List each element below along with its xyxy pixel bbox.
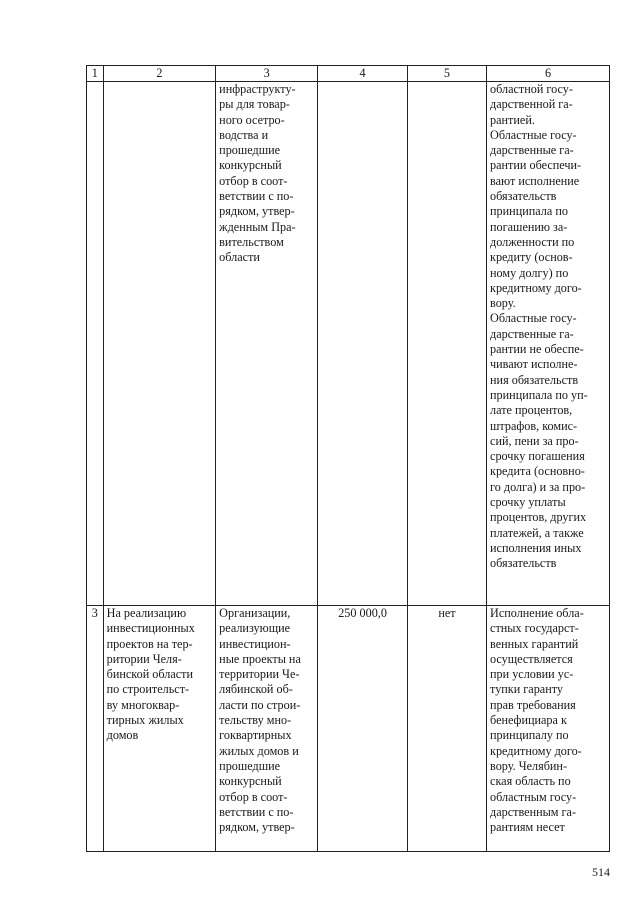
header-col-6: 6	[487, 66, 610, 82]
header-col-2: 2	[103, 66, 216, 82]
table-row	[87, 606, 610, 852]
header-col-1: 1	[87, 66, 104, 82]
row-number: 3	[87, 606, 104, 852]
flag-cell	[407, 82, 486, 606]
amount-cell: 250 000,0	[318, 606, 408, 852]
recipients-cell: инфраструкту- ры для товар- ного осетро- водства и прошедшие конкурсный отбор в соот- ветствии с по- рядком, утвер- жденным Пра- вительством области	[216, 82, 318, 606]
page-number: 514	[592, 865, 610, 879]
header-col-5: 5	[407, 66, 486, 82]
table-row	[87, 82, 610, 606]
header-col-4: 4	[318, 66, 408, 82]
purpose-cell	[103, 82, 216, 606]
guarantee-table	[86, 65, 610, 852]
conditions-cell: областной госу- дарственной га- рантией. Областные госу- дарственные га- рантии обеспечи- вают исполнение обязательств принципала по погашению за- долженности по кредиту (основ- ному долгу) по кредитному дого- вору. Областные госу- дарственные га- рантии не обеспе- чивают исполне- ния обязательств принципала по уп- лате процентов, штрафов, комис- сий, пени за про- срочку погашения кредита (основно- го долга) и за про- срочку уплаты процентов, других платежей, а также исполнения иных обязательств	[487, 82, 610, 606]
row-number	[87, 82, 104, 606]
flag-cell: нет	[407, 606, 486, 852]
header-row	[87, 66, 610, 82]
recipients-cell: Организации, реализующие инвестицион- ные проекты на территории Че- лябинской об- ласти по строи- тельству мно- гоквартирных жилых домов и прошедшие конкурсный отбор в соот- ветствии с по- рядком, утвер-	[216, 606, 318, 852]
amount-cell	[318, 82, 408, 606]
purpose-cell: На реализацию инвестиционных проектов на тер- ритории Челя- бинской области по строительст- ву многоквар- тирных жилых домов	[103, 606, 216, 852]
header-col-3: 3	[216, 66, 318, 82]
conditions-cell: Исполнение обла- стных государст- венных гарантий осуществляется при условии ус- тупки гаранту прав требования бенефициара к принципалу по кредитному дого- вору. Челябин- ская область по областным госу- дарственным га- рантиям несет	[487, 606, 610, 852]
